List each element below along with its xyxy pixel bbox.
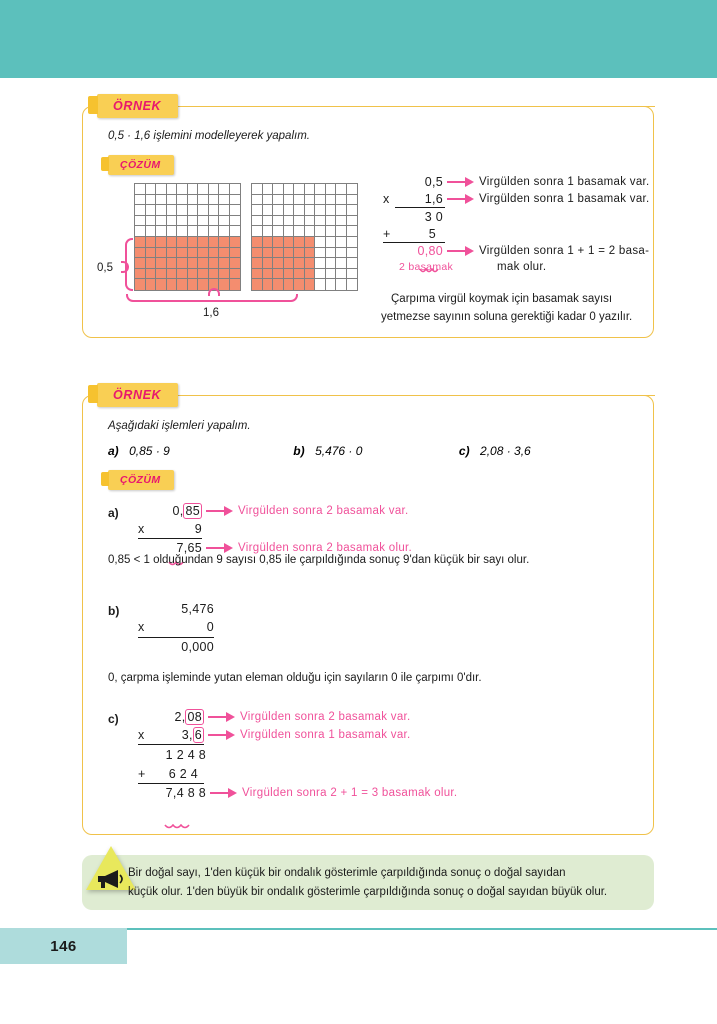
calc1-note-1: Virgülden sonra 1 basamak var.	[479, 175, 650, 188]
model-cell	[188, 216, 199, 227]
model-cell	[284, 184, 295, 195]
model-cell	[263, 248, 274, 259]
part-b-label: b)	[108, 604, 120, 618]
model-cell	[230, 226, 241, 237]
model-horizontal-label: 1,6	[203, 307, 219, 319]
part-a-times-sign: x	[138, 521, 145, 536]
page-number: 146	[50, 937, 77, 955]
model-cell	[188, 279, 199, 290]
model-horizontal-brace	[126, 294, 298, 302]
model-cell	[273, 237, 284, 248]
model-cell	[336, 216, 347, 227]
model-cell	[252, 184, 263, 195]
model-cell	[135, 226, 146, 237]
model-cell	[209, 269, 220, 280]
model-cell	[156, 248, 167, 259]
model-cell	[135, 184, 146, 195]
question-b-text: 5,476 · 0	[315, 444, 363, 458]
model-cell	[135, 248, 146, 259]
model-cell	[305, 269, 316, 280]
model-cell	[284, 279, 295, 290]
model-cell	[177, 216, 188, 227]
model-cell	[273, 279, 284, 290]
model-cell	[230, 216, 241, 227]
example-1-prompt: 0,5 · 1,6 işlemini modelleyerek yapalım.	[108, 130, 310, 142]
part-a-note-bottom: Virgülden sonra 2 basamak olur.	[238, 542, 413, 554]
model-cell	[336, 195, 347, 206]
model-cell	[315, 205, 326, 216]
model-cell	[305, 279, 316, 290]
model-cell	[198, 237, 209, 248]
model-cell	[326, 237, 337, 248]
model-cell	[315, 258, 326, 269]
model-cell	[135, 279, 146, 290]
part-c-note-top: Virgülden sonra 2 basamak var.	[240, 710, 411, 723]
model-cell	[336, 226, 347, 237]
info-note-line-1: Bir doğal sayı, 1'den küçük bir ondalık gösterimle çarpıldığında sonuç o doğal sayıdan	[128, 867, 566, 879]
model-cell	[273, 269, 284, 280]
model-cell	[315, 216, 326, 227]
model-cell	[252, 226, 263, 237]
model-cell	[146, 205, 157, 216]
arrow-icon-c1	[208, 712, 236, 722]
model-cell	[326, 279, 337, 290]
model-cell	[177, 269, 188, 280]
model-cell	[305, 195, 316, 206]
model-cell	[336, 269, 347, 280]
calc1-note-2: Virgülden sonra 1 basamak var.	[479, 192, 650, 205]
model-cell	[135, 205, 146, 216]
model-cell	[219, 205, 230, 216]
part-a-multiplier: 9	[194, 521, 202, 536]
model-cell	[209, 226, 220, 237]
model-cell	[294, 226, 305, 237]
model-cell	[177, 205, 188, 216]
question-c-label: c)	[458, 444, 470, 458]
model-cell	[146, 237, 157, 248]
part-a-label: a)	[108, 506, 119, 520]
model-cell	[230, 279, 241, 290]
model-cell	[156, 269, 167, 280]
part-a-result-whole: 7,	[176, 541, 188, 555]
model-cell	[167, 237, 178, 248]
model-cell	[263, 226, 274, 237]
arrow-icon-c2	[208, 730, 236, 740]
model-cell	[294, 195, 305, 206]
model-cell	[273, 184, 284, 195]
model-cell	[252, 258, 263, 269]
model-grid-1	[134, 183, 241, 291]
model-cell	[336, 258, 347, 269]
model-cell	[135, 216, 146, 227]
model-cell	[336, 248, 347, 259]
model-cell	[167, 226, 178, 237]
model-cell	[284, 248, 295, 259]
model-cell	[156, 237, 167, 248]
model-cell	[347, 226, 358, 237]
model-cell	[146, 216, 157, 227]
model-cell	[252, 248, 263, 259]
part-a-result-dec: 65	[187, 541, 202, 555]
model-cell	[305, 237, 316, 248]
model-cell	[135, 269, 146, 280]
part-c-result-dec: 4 8 8	[176, 786, 206, 800]
part-b-result: 0,000	[181, 640, 214, 654]
model-cell	[177, 258, 188, 269]
question-b-label: b)	[293, 444, 305, 458]
model-cell	[294, 216, 305, 227]
model-cell	[347, 237, 358, 248]
example-1-card	[82, 99, 654, 338]
arrow-icon-3	[447, 246, 475, 256]
model-cell	[305, 216, 316, 227]
model-cell	[252, 205, 263, 216]
example-2-card	[82, 388, 654, 835]
model-cell	[336, 279, 347, 290]
model-cell	[326, 269, 337, 280]
part-a-note-top: Virgülden sonra 2 basamak var.	[238, 504, 409, 517]
model-cell	[273, 216, 284, 227]
model-cell	[336, 184, 347, 195]
part-c-plus-sign: +	[138, 766, 146, 781]
calc1-note-4: mak olur.	[497, 261, 547, 273]
model-cell	[315, 248, 326, 259]
model-cell	[209, 195, 220, 206]
model-cell	[188, 195, 199, 206]
calc1-result-caption: 2 basamak	[399, 261, 454, 273]
calc1-result: 0,80	[417, 244, 443, 258]
model-cell	[347, 205, 358, 216]
model-cell	[198, 248, 209, 259]
calc1-partial-2: 5	[428, 226, 436, 241]
model-vertical-brace	[125, 238, 133, 291]
model-cell	[273, 205, 284, 216]
model-cell	[294, 237, 305, 248]
model-cell	[230, 195, 241, 206]
model-cell	[294, 248, 305, 259]
model-cell	[198, 205, 209, 216]
example-1-footer-line-1: Çarpıma virgül koymak için basamak sayısı	[391, 293, 613, 305]
model-cell	[146, 195, 157, 206]
part-b-explanation: 0, çarpma işleminde yutan eleman olduğu için sayıların 0 ile çarpımı 0'dır.	[108, 672, 482, 684]
model-cell	[156, 205, 167, 216]
model-cell	[135, 258, 146, 269]
model-cell	[347, 184, 358, 195]
model-cell	[146, 184, 157, 195]
model-cell	[177, 226, 188, 237]
model-cell	[188, 226, 199, 237]
model-cell	[230, 237, 241, 248]
model-cell	[146, 279, 157, 290]
example-1-solution-tab: ÇÖZÜM	[108, 155, 174, 175]
model-cell	[326, 258, 337, 269]
model-cell	[177, 195, 188, 206]
part-c-multiplicand-boxed: 08	[187, 709, 202, 724]
page-header-band	[0, 0, 717, 78]
model-cell	[188, 248, 199, 259]
calc1-multiplier: 1,6	[424, 191, 443, 206]
model-cell	[263, 237, 274, 248]
model-cell	[252, 279, 263, 290]
model-cell	[347, 216, 358, 227]
model-cell	[230, 258, 241, 269]
model-cell	[263, 279, 274, 290]
model-cell	[263, 184, 274, 195]
part-c-label: c)	[108, 712, 119, 726]
model-cell	[305, 205, 316, 216]
calc1-partial-1: 3 0	[424, 209, 443, 224]
model-cell	[209, 258, 220, 269]
model-cell	[326, 226, 337, 237]
model-cell	[305, 248, 316, 259]
part-b-times-sign: x	[138, 620, 145, 634]
model-cell	[146, 269, 157, 280]
model-cell	[273, 195, 284, 206]
model-cell	[156, 195, 167, 206]
model-cell	[198, 216, 209, 227]
model-grid-2	[251, 183, 358, 291]
model-cell	[198, 279, 209, 290]
model-cell	[315, 237, 326, 248]
example-1-calculation	[383, 173, 653, 275]
calc1-times-sign: x	[383, 191, 390, 206]
model-cell	[263, 216, 274, 227]
model-cell	[156, 216, 167, 227]
model-cell	[188, 269, 199, 280]
model-cell	[326, 205, 337, 216]
model-cell	[315, 269, 326, 280]
part-c-result-whole: 7,	[165, 786, 177, 800]
model-cell	[336, 237, 347, 248]
example-2-tab-label: ÖRNEK	[97, 383, 178, 407]
model-cell	[146, 258, 157, 269]
part-c-multiplier-boxed: 6	[194, 727, 202, 742]
part-a-multiplicand-whole: 0,	[172, 503, 184, 518]
part-b-multiplier: 0	[206, 620, 214, 634]
model-cell	[294, 269, 305, 280]
calc1-plus-sign: +	[383, 226, 391, 241]
question-a-text: 0,85 · 9	[129, 444, 170, 458]
model-cell	[188, 237, 199, 248]
model-vertical-label: 0,5	[97, 262, 113, 274]
model-cell	[198, 195, 209, 206]
model-cell	[209, 184, 220, 195]
model-cell	[294, 205, 305, 216]
model-cell	[294, 258, 305, 269]
part-c-partial-1: 1 2 4 8	[165, 747, 206, 762]
model-cell	[135, 237, 146, 248]
model-cell	[156, 226, 167, 237]
model-cell	[230, 248, 241, 259]
model-cell	[284, 195, 295, 206]
part-c-note-bottom: Virgülden sonra 2 + 1 = 3 basamak olur.	[242, 787, 458, 799]
model-cell	[167, 195, 178, 206]
model-cell	[326, 195, 337, 206]
model-cell	[336, 205, 347, 216]
model-cell	[156, 258, 167, 269]
model-cell	[284, 216, 295, 227]
model-cell	[273, 226, 284, 237]
part-c-note-mid: Virgülden sonra 1 basamak var.	[240, 728, 411, 741]
model-cell	[315, 226, 326, 237]
part-a-explanation: 0,85 < 1 olduğundan 9 sayısı 0,85 ile çarpıldığında sonuç 9'dan küçük bir sayı olur.	[108, 554, 530, 566]
model-cell	[167, 205, 178, 216]
model-cell	[230, 205, 241, 216]
model-cell	[263, 269, 274, 280]
model-cell	[177, 248, 188, 259]
part-b-multiplicand: 5,476	[181, 601, 214, 616]
model-cell	[219, 258, 230, 269]
arrow-icon-c3	[210, 788, 238, 798]
model-cell	[326, 184, 337, 195]
model-cell	[315, 184, 326, 195]
example-2-solution-tab: ÇÖZÜM	[108, 470, 174, 490]
model-cell	[273, 248, 284, 259]
model-cell	[167, 184, 178, 195]
model-cell	[284, 258, 295, 269]
model-cell	[177, 279, 188, 290]
model-cell	[219, 226, 230, 237]
arrow-icon-1	[447, 177, 475, 187]
part-c-partial-2: 6 2 4	[168, 766, 198, 781]
calc1-note-3: Virgülden sonra 1 + 1 = 2 basa-	[479, 245, 650, 257]
model-cell	[252, 269, 263, 280]
model-cell	[219, 279, 230, 290]
model-cell	[198, 226, 209, 237]
model-cell	[219, 248, 230, 259]
model-diagram	[83, 107, 413, 319]
example-2-prompt: Aşağıdaki işlemleri yapalım.	[108, 420, 251, 432]
model-cell	[198, 269, 209, 280]
model-cell	[209, 237, 220, 248]
info-note-line-2: küçük olur. 1'den büyük bir ondalık gösterimle çarpıldığında sonuç o doğal sayıdan büyük olur.	[128, 886, 608, 898]
model-cell	[263, 258, 274, 269]
model-cell	[230, 184, 241, 195]
model-cell	[252, 216, 263, 227]
model-cell	[209, 205, 220, 216]
model-cell	[167, 269, 178, 280]
model-cell	[219, 184, 230, 195]
model-cell	[177, 184, 188, 195]
example-2-tab-rule	[193, 395, 655, 396]
model-cell	[294, 184, 305, 195]
model-cell	[188, 205, 199, 216]
model-cell	[347, 279, 358, 290]
model-cell	[188, 184, 199, 195]
model-cell	[156, 279, 167, 290]
squiggle-underline-1	[419, 268, 443, 275]
model-cell	[146, 248, 157, 259]
calc1-multiplicand: 0,5	[424, 174, 443, 189]
model-cell	[263, 195, 274, 206]
model-cell	[284, 269, 295, 280]
part-c-times-sign: x	[138, 727, 145, 742]
model-cell	[219, 269, 230, 280]
model-cell	[156, 184, 167, 195]
model-cell	[263, 205, 274, 216]
model-cell	[284, 237, 295, 248]
model-cell	[167, 248, 178, 259]
megaphone-icon	[96, 869, 126, 889]
model-cell	[146, 226, 157, 237]
model-cell	[209, 216, 220, 227]
model-cell	[177, 237, 188, 248]
model-cell	[294, 279, 305, 290]
model-cell	[167, 216, 178, 227]
model-cell	[230, 269, 241, 280]
model-cell	[347, 258, 358, 269]
model-cell	[209, 248, 220, 259]
model-cell	[198, 258, 209, 269]
model-cell	[219, 216, 230, 227]
model-cell	[284, 205, 295, 216]
model-cell	[347, 269, 358, 280]
model-cell	[135, 195, 146, 206]
model-cell	[305, 226, 316, 237]
page-footer-rule	[127, 928, 717, 930]
model-cell	[188, 258, 199, 269]
model-cell	[305, 258, 316, 269]
example-1-footer-line-2: yetmezse sayının soluna gerektiği kadar 0 yazılır.	[381, 311, 633, 323]
model-cell	[315, 195, 326, 206]
question-c-text: 2,08 · 3,6	[480, 444, 531, 458]
model-cell	[305, 184, 316, 195]
model-cell	[167, 258, 178, 269]
part-c-multiplier-whole: 3,	[181, 727, 193, 742]
arrow-icon-a1	[206, 506, 234, 516]
squiggle-underline-c	[164, 824, 192, 831]
model-cell	[167, 279, 178, 290]
model-cell	[252, 237, 263, 248]
part-c-calculation	[138, 708, 588, 802]
model-cell	[326, 248, 337, 259]
model-cell	[273, 258, 284, 269]
model-cell	[347, 195, 358, 206]
model-cell	[219, 195, 230, 206]
model-cell	[326, 216, 337, 227]
part-b-calculation	[138, 600, 398, 656]
question-a-label: a)	[108, 444, 119, 458]
model-cell	[198, 184, 209, 195]
model-cell	[315, 279, 326, 290]
model-cell	[219, 237, 230, 248]
model-cell	[252, 195, 263, 206]
part-a-multiplicand-boxed: 85	[185, 503, 200, 518]
part-c-multiplicand-whole: 2,	[174, 709, 186, 724]
model-cell	[347, 248, 358, 259]
arrow-icon-2	[447, 194, 475, 204]
example-1-tab-label: ÖRNEK	[97, 94, 178, 118]
model-cell	[284, 226, 295, 237]
part-a-calculation	[138, 502, 558, 557]
info-note-text	[128, 864, 646, 902]
